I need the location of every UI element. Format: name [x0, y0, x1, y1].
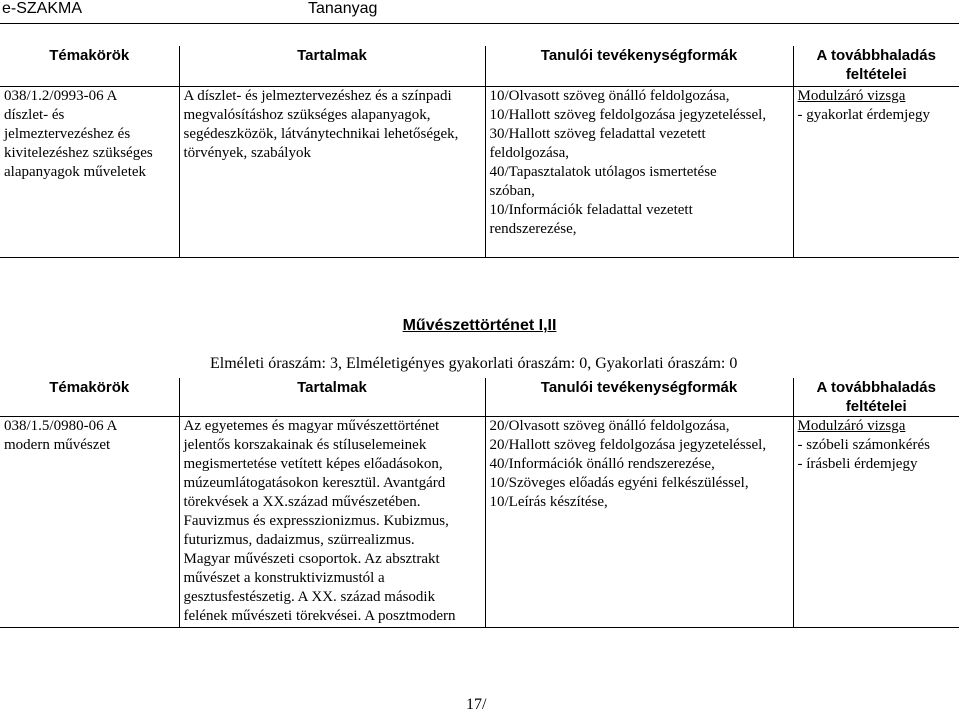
text-line: 10/Olvasott szöveg önálló feldolgozása,: [489, 88, 730, 104]
col-header-topics: Témakörök: [0, 46, 179, 87]
text-line: jelentős korszakainak és stíluselemeinek: [183, 437, 427, 453]
col-header-topics: Témakörök: [0, 378, 179, 417]
text-line: 40/Tapasztalatok utólagos ismertetése: [489, 164, 717, 180]
table-header: [0, 378, 959, 417]
text-line: 10/Információk feladattal vezetett: [489, 202, 693, 218]
text-line: - gyakorlat érdemjegy: [797, 107, 930, 123]
conditions-cell: [793, 417, 959, 628]
text-line: futurizmus, dadaizmus, szürrealizmus.: [183, 532, 415, 548]
section-label: Tananyag: [308, 0, 378, 17]
text-line: törvények, szabályok: [183, 145, 311, 161]
text-line: jelmeztervezéshez és: [4, 126, 131, 142]
brand-label: e-SZAKMA: [2, 0, 83, 17]
text-line: szóban,: [489, 183, 535, 199]
col-header-content: Tartalmak: [179, 46, 485, 87]
text-line: művészet a konstruktivizmustól a: [183, 570, 385, 586]
text-line: segédeszközök, látványtechnikai lehetőségek,: [183, 126, 459, 142]
text-line: megismertetése vetített képes előadásokon,: [183, 456, 443, 472]
text-line: - szóbeli számonkérés: [797, 437, 930, 453]
activities-cell: [485, 417, 793, 628]
text-line: Az egyetemes és magyar művészettörténet: [183, 418, 440, 434]
curriculum-table-1: [0, 46, 959, 258]
text-line: 10/Hallott szöveg feldolgozása jegyzeteléssel,: [489, 107, 767, 123]
course-hours: Elméleti óraszám: 3, Elméletigényes gyakorlati óraszám: 0, Gyakorlati óraszám: 0: [210, 355, 738, 372]
text-line: 20/Hallott szöveg feldolgozása jegyzeteléssel,: [489, 437, 767, 453]
text-line: 10/Leírás készítése,: [489, 494, 608, 510]
text-line: felének művészeti törekvései. A posztmodern: [183, 608, 456, 624]
content-cell: [179, 87, 485, 258]
table-header: [0, 46, 959, 87]
col-header-activities: Tanulói tevékenységformák: [485, 46, 793, 87]
text-line: Magyar művészeti csoportok. Az absztrakt: [183, 551, 440, 567]
text-line: 40/Információk önálló rendszerezése,: [489, 456, 715, 472]
activities-cell: [485, 87, 793, 258]
text-line: 038/1.2/0993-06 A: [4, 88, 118, 104]
content-cell: [179, 417, 485, 628]
text-line: 20/Olvasott szöveg önálló feldolgozása,: [489, 418, 730, 434]
header-divider: [0, 23, 959, 24]
text-line: múzeumlátogatásokon keresztül. Avantgárd: [183, 475, 446, 491]
page-number: 17/: [466, 696, 487, 713]
text-line: rendszerezése,: [489, 221, 577, 237]
table-row: [0, 417, 959, 628]
exam-title: Modulzáró vizsga: [797, 418, 906, 434]
conditions-cell: [793, 87, 959, 258]
text-line: törekvések a XX.század művészetében.: [183, 494, 421, 510]
text-line: megvalósításhoz szükséges alapanyagok,: [183, 107, 431, 123]
text-line: díszlet- és: [4, 107, 65, 123]
text-line: - írásbeli érdemjegy: [797, 456, 918, 472]
text-line: Fauvizmus és expresszionizmus. Kubizmus,: [183, 513, 449, 529]
text-line: A díszlet- és jelmeztervezéshez és a színpadi: [183, 88, 452, 104]
text-line: gesztusfestészetig. A XX. század második: [183, 589, 436, 605]
col-header-conditions: A továbbhaladás feltételei: [793, 378, 959, 417]
text-line: modern művészet: [4, 437, 111, 453]
text-line: feldolgozása,: [489, 145, 570, 161]
course-title: Művészettörténet I,II: [402, 317, 557, 334]
topic-cell: [0, 417, 179, 628]
topic-cell: [0, 87, 179, 258]
text-line: 30/Hallott szöveg feladattal vezetett: [489, 126, 706, 142]
col-header-activities: Tanulói tevékenységformák: [485, 378, 793, 417]
text-line: 10/Szöveges előadás egyéni felkészüléssel,: [489, 475, 749, 491]
text-line: 038/1.5/0980-06 A: [4, 418, 118, 434]
text-line: kivitelezéshez szükséges: [4, 145, 153, 161]
text-line: alapanyagok műveletek: [4, 164, 147, 180]
curriculum-table-2: [0, 378, 959, 628]
table-row: [0, 87, 959, 258]
col-header-conditions: A továbbhaladás feltételei: [793, 46, 959, 87]
exam-title: Modulzáró vizsga: [797, 88, 906, 104]
col-header-content: Tartalmak: [179, 378, 485, 417]
